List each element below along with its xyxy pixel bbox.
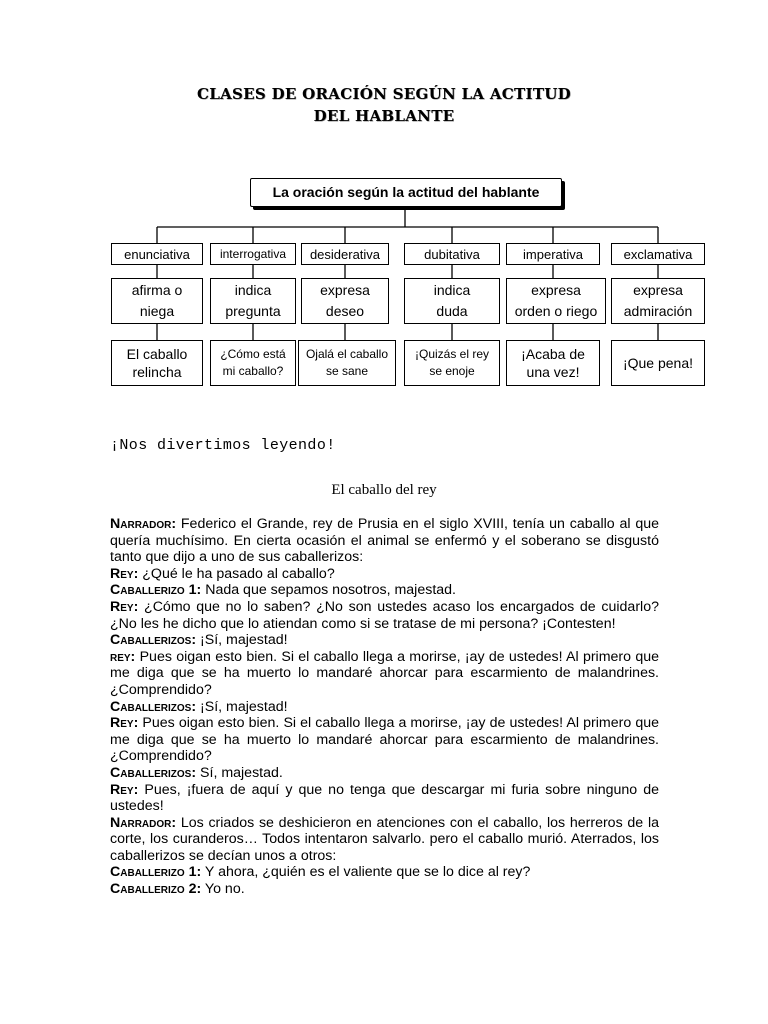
- dialogue-line: [110, 765, 659, 782]
- dialogue-line: [110, 582, 659, 599]
- dialogue-line: [110, 881, 659, 898]
- dialogue-line: [110, 864, 659, 881]
- desc-line: afirma o: [131, 282, 183, 298]
- label-box-desiderativa: desiderativa: [301, 243, 389, 265]
- example-line: ¡Que pena!: [622, 355, 694, 371]
- speaker: Rey:: [110, 715, 139, 732]
- example-box-desiderativa: [298, 340, 396, 386]
- example-box-exclamativa: [611, 340, 705, 386]
- dialogue-line: [110, 599, 659, 632]
- line-text: Yo no.: [201, 881, 245, 898]
- desc-line: deseo: [325, 303, 365, 319]
- example-line: ¿Cómo está: [220, 347, 286, 361]
- example-box-imperativa: [506, 340, 600, 386]
- example-box-dubitativa: [404, 340, 500, 386]
- desc-box-imperativa: [506, 278, 606, 324]
- dialogue-line: [110, 632, 659, 649]
- speaker: Caballerizos:: [110, 632, 197, 649]
- story-text: [110, 516, 659, 898]
- desc-box-enunciativa: [111, 278, 203, 324]
- line-text: Sí, majestad.: [196, 764, 283, 781]
- line-text: Pues, ¡fuera de aquí y que no tenga que descargar mi furia sobre ninguno de ustedes!: [110, 781, 659, 815]
- desc-box-dubitativa: [404, 278, 500, 324]
- page-title-line-1: CLASES DE ORACIÓN SEGÚN LA ACTITUD: [197, 85, 571, 103]
- speaker: Rey:: [110, 598, 139, 615]
- diagram-root-box: La oración según la actitud del hablante: [250, 178, 562, 207]
- example-line: El caballo: [126, 346, 188, 362]
- label-box-enunciativa: enunciativa: [111, 243, 203, 265]
- dialogue-line: [110, 815, 659, 865]
- dialogue-line: [110, 699, 659, 716]
- example-line: Ojalá el caballo: [305, 347, 389, 361]
- example-box-interrogativa: [210, 340, 296, 386]
- line-text: Los criados se deshicieron en atenciones con el caballo, los herreros de la corte, los curanderos… Todos intentaron salvarlo. pero el caballo murió. Aterrados, los caballerizos se decían unos a otros:: [110, 814, 659, 864]
- line-text: ¡Sí, majestad!: [196, 632, 288, 649]
- dialogue-line: [110, 715, 659, 765]
- line-text: Y ahora, ¿quién es el valiente que se lo dice al rey?: [201, 864, 531, 881]
- desc-line: indica: [433, 282, 471, 298]
- line-text: ¿Cómo que no lo saben? ¿No son ustedes acaso los encargados de cuidarlo? ¿No les he dicho que lo atiendan como si se tratase de mi persona? ¡Contesten!: [110, 598, 659, 632]
- desc-line: orden o riego: [514, 303, 598, 319]
- speaker: Narrador:: [110, 814, 177, 831]
- desc-line: indica: [234, 282, 272, 298]
- label-box-exclamativa: exclamativa: [611, 243, 705, 265]
- story-title: El caballo del rey: [331, 482, 437, 498]
- example-line: relincha: [132, 364, 182, 380]
- example-box-enunciativa: [111, 340, 203, 386]
- speaker: Rey:: [110, 781, 139, 798]
- speaker: Caballerizos:: [110, 764, 197, 781]
- speaker: Caballerizo 1:: [110, 582, 202, 599]
- label-box-interrogativa: interrogativa: [210, 243, 296, 265]
- desc-box-desiderativa: [301, 278, 389, 324]
- speaker: Caballerizo 2:: [110, 881, 202, 898]
- line-text: Pues oigan esto bien. Si el caballo llega a morirse, ¡ay de ustedes! Al primero que me diga que se ha muerto lo mandaré ahorcar para escarmiento de malandrines. ¿Comprendido?: [110, 715, 659, 765]
- line-text: Federico el Grande, rey de Prusia en el siglo XVIII, tenía un caballo al que quería muchísimo. En cierta ocasión el animal se enfermó y el soberano se disgustó tanto que dijo a uno de sus caballerizos:: [110, 516, 659, 566]
- line-text: ¿Qué le ha pasado al caballo?: [138, 565, 335, 582]
- speaker: Rey:: [110, 565, 139, 582]
- example-line: se sane: [325, 364, 369, 378]
- label-box-imperativa: imperativa: [506, 243, 600, 265]
- dialogue-line: [110, 566, 659, 583]
- desc-line: pregunta: [225, 303, 281, 319]
- desc-box-interrogativa: [210, 278, 296, 324]
- dialogue-line: [110, 649, 659, 699]
- desc-line: admiración: [623, 303, 693, 319]
- line-text: Nada que sepamos nosotros, majestad.: [201, 582, 456, 599]
- example-line: se enoje: [429, 364, 475, 378]
- page-title-line-2: DEL HABLANTE: [313, 107, 455, 125]
- speaker: Caballerizo 1:: [110, 864, 202, 881]
- example-line: ¡Acaba de: [521, 346, 585, 362]
- example-line: mi caballo?: [222, 364, 284, 378]
- speaker: rey:: [110, 648, 136, 665]
- desc-line: expresa: [531, 282, 581, 298]
- dialogue-line: [110, 782, 659, 815]
- example-line: una vez!: [526, 364, 580, 380]
- speaker: Caballerizos:: [110, 698, 197, 715]
- label-box-dubitativa: dubitativa: [404, 243, 500, 265]
- line-text: ¡Sí, majestad!: [196, 698, 288, 715]
- speaker: Narrador:: [110, 516, 177, 532]
- desc-line: niega: [139, 303, 175, 319]
- example-line: ¡Quizás el rey: [414, 347, 490, 361]
- desc-line: duda: [436, 303, 468, 319]
- fun-heading: ¡Nos divertimos leyendo!: [110, 437, 336, 454]
- desc-box-exclamativa: [611, 278, 705, 324]
- desc-line: expresa: [320, 282, 370, 298]
- dialogue-line: [110, 516, 659, 566]
- line-text: Pues oigan esto bien. Si el caballo llega a morirse, ¡ay de ustedes! Al primero que me diga que se ha muerto lo mandaré ahorcar para escarmiento de malandrines. ¿Comprendido?: [110, 648, 659, 698]
- desc-line: expresa: [633, 282, 683, 298]
